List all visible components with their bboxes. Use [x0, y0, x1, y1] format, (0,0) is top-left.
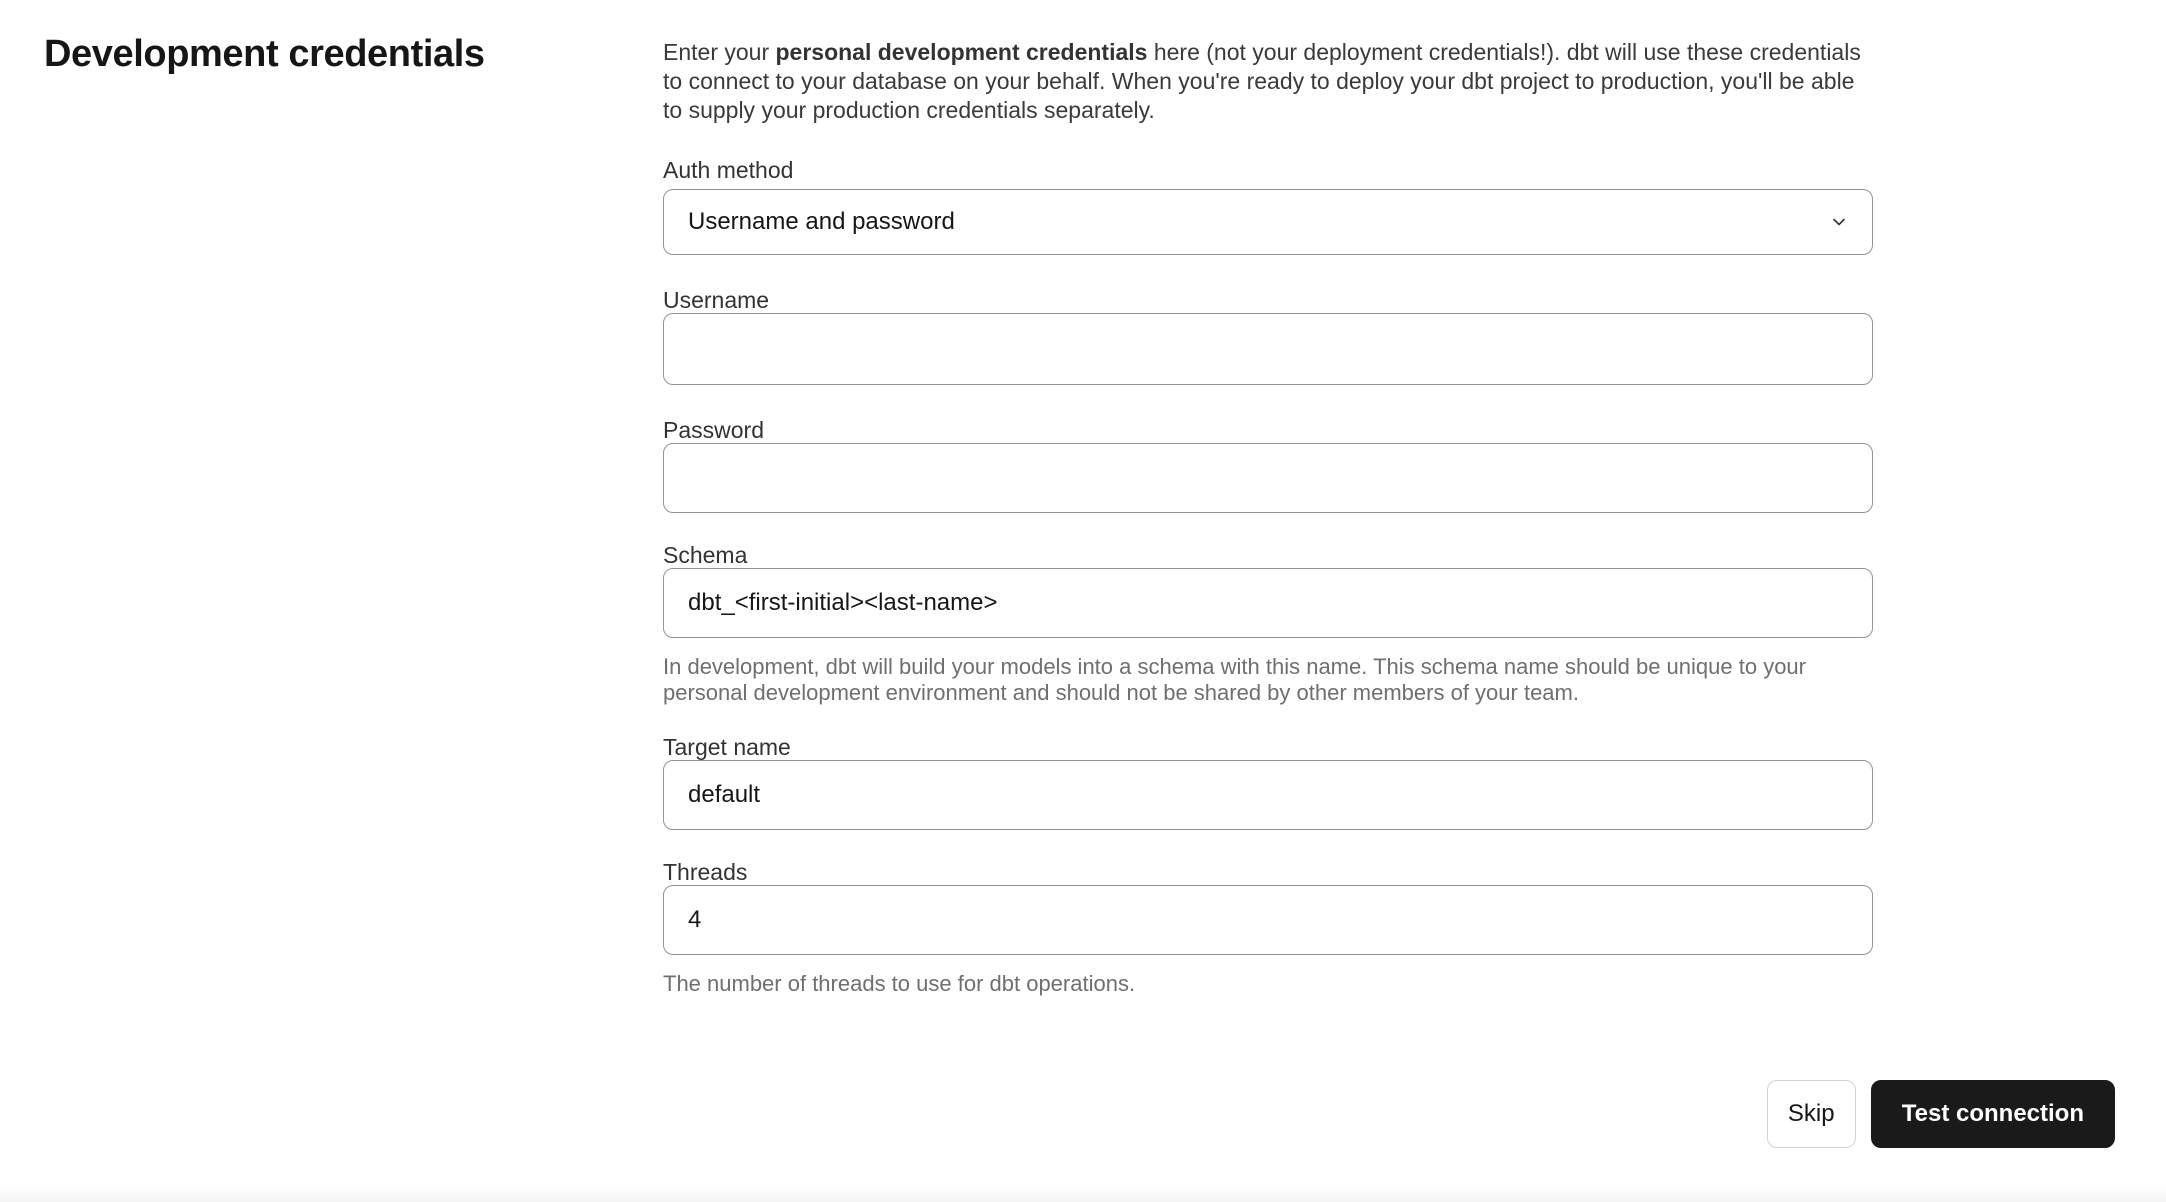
field-schema — [663, 542, 1873, 706]
intro-text — [663, 38, 1873, 125]
schema-help-text: In development, dbt will build your models into a schema with this name. This schema name should be unique to your personal development environment and should not be shared by other members of your team. — [663, 654, 1806, 705]
auth-method-label: Auth method — [663, 157, 794, 183]
auth-method-selected-value: Username and password — [688, 208, 955, 235]
field-username — [663, 287, 1873, 385]
field-threads — [663, 859, 1873, 997]
intro-text-prefix: Enter your — [663, 39, 776, 65]
username-input[interactable] — [663, 313, 1873, 385]
credentials-form — [663, 0, 1873, 1202]
schema-input[interactable] — [663, 568, 1873, 638]
page-title: Development credentials — [44, 33, 485, 75]
threads-input[interactable] — [663, 885, 1873, 955]
skip-button[interactable]: Skip — [1767, 1080, 1856, 1148]
password-label: Password — [663, 417, 764, 443]
intro-text-suffix: here (not your deployment credentials!). dbt will use these credentials to connect to your database on your behalf. When you're ready to deploy your dbt project to production, you'll be able to supply your production credentials separately. — [663, 39, 1861, 123]
threads-help-text: The number of threads to use for dbt operations. — [663, 971, 1136, 996]
target-name-label: Target name — [663, 734, 791, 760]
footer-actions — [1767, 1080, 2115, 1148]
field-password — [663, 417, 1873, 513]
schema-label: Schema — [663, 542, 748, 568]
username-label: Username — [663, 287, 770, 313]
password-input[interactable] — [663, 443, 1873, 513]
intro-text-bold: personal development credentials — [775, 39, 1148, 65]
threads-label: Threads — [663, 859, 748, 885]
field-target-name — [663, 734, 1873, 830]
auth-method-select[interactable] — [663, 189, 1873, 255]
target-name-input[interactable] — [663, 760, 1873, 830]
test-connection-button[interactable]: Test connection — [1871, 1080, 2115, 1148]
chevron-down-icon — [1828, 211, 1850, 233]
field-auth-method — [663, 157, 1873, 255]
